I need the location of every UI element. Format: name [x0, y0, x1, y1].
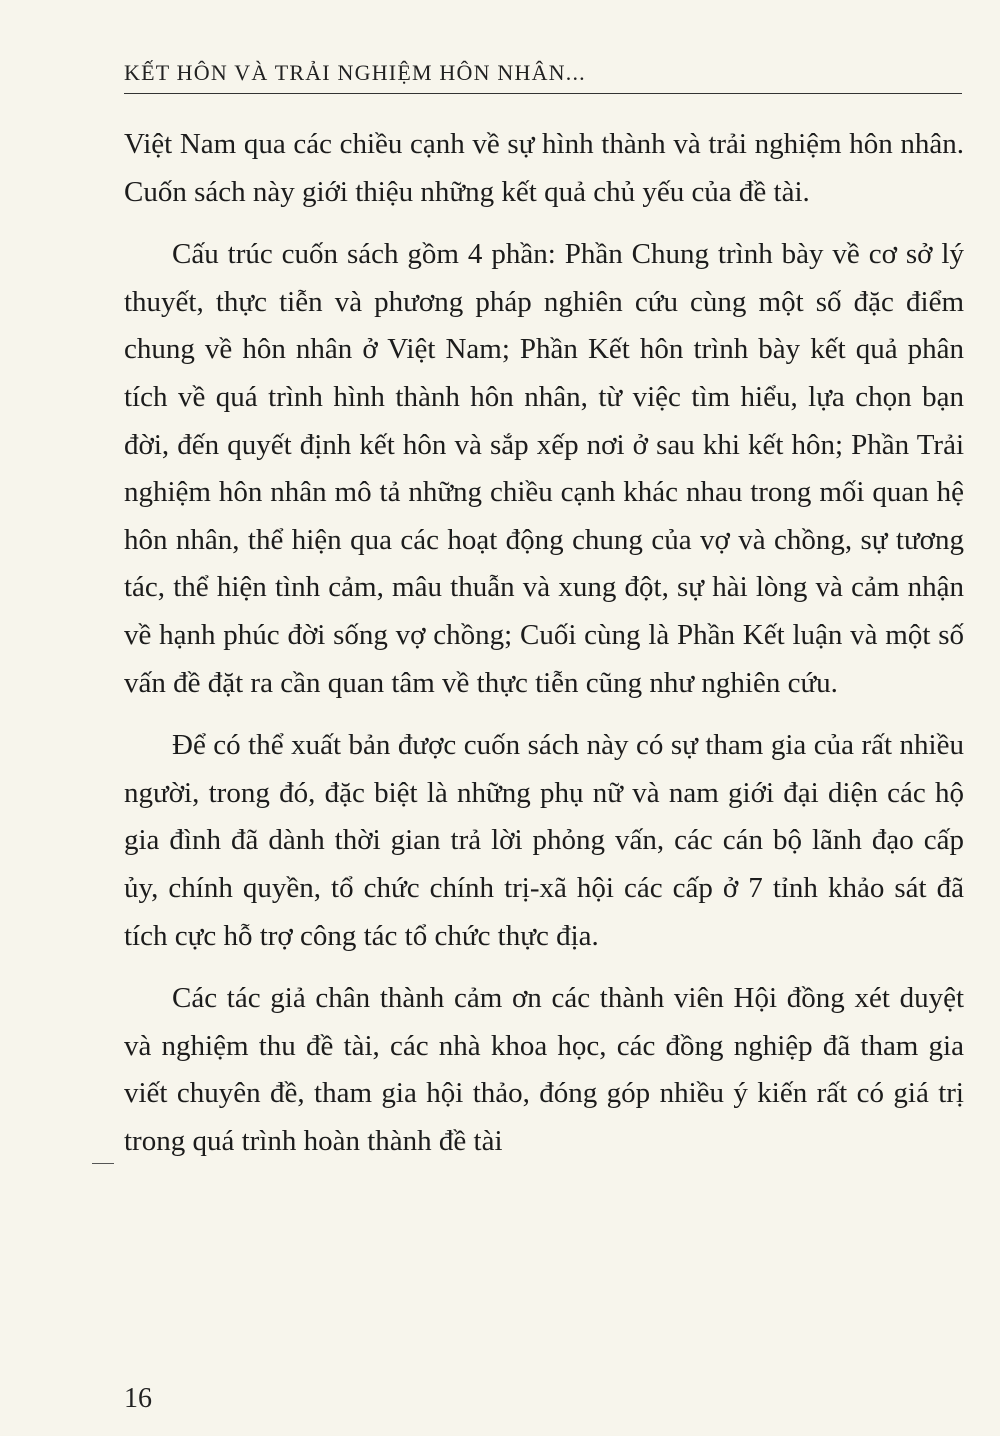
paragraph-acknowledgements: Các tác giả chân thành cảm ơn các thành viên Hội đồng xét duyệt và nghiệm thu đề tài, các nhà khoa học, các đồng nghiệp đã tham gia viết chuyên đề, tham gia hội thảo, đóng góp nhiều ý kiến rất có giá trị trong quá trình hoàn thành đề tài: [124, 982, 964, 1157]
paragraph-participants: Để có thể xuất bản được cuốn sách này có sự tham gia của rất nhiều người, trong đó, đặc biệt là những phụ nữ và nam giới đại diện các hộ gia đình đã dành thời gian trả lời phỏng vấn, các cán bộ lãnh đạo cấp ủy, chính quyền, tổ chức chính trị-xã hội các cấp ở 7 tỉnh khảo sát đã tích cực hỗ trợ công tác tổ chức thực địa.: [124, 729, 964, 952]
paragraph-continuation: Việt Nam qua các chiều cạnh về sự hình thành và trải nghiệm hôn nhân. Cuốn sách này giới thiệu những kết quả chủ yếu của đề tài.: [124, 128, 964, 208]
page-number: 16: [124, 1383, 152, 1414]
paragraph-book-structure: Cấu trúc cuốn sách gồm 4 phần: Phần Chung trình bày về cơ sở lý thuyết, thực tiễn và phương pháp nghiên cứu cùng một số đặc điểm chung về hôn nhân ở Việt Nam; Phần Kết hôn trình bày kết quả phân tích về quá trình hình thành hôn nhân, từ việc tìm hiểu, lựa chọn bạn đời, đến quyết định kết hôn và sắp xếp nơi ở sau khi kết hôn; Phần Trải nghiệm hôn nhân mô tả những chiều cạnh khác nhau trong mối quan hệ hôn nhân, thể hiện qua các hoạt động chung của vợ và chồng, sự tương tác, thể hiện tình cảm, mâu thuẫn và xung đột, sự hài lòng và cảm nhận về hạnh phúc đời sống vợ chồng; Cuối cùng là Phần Kết luận và một số vấn đề đặt ra cần quan tâm về thực tiễn cũng như nghiên cứu.: [124, 238, 964, 699]
header-divider: [124, 93, 962, 94]
running-header: KẾT HÔN VÀ TRẢI NGHIỆM HÔN NHÂN...: [124, 60, 586, 85]
body-text: [124, 121, 964, 1165]
margin-mark: [92, 1163, 114, 1164]
